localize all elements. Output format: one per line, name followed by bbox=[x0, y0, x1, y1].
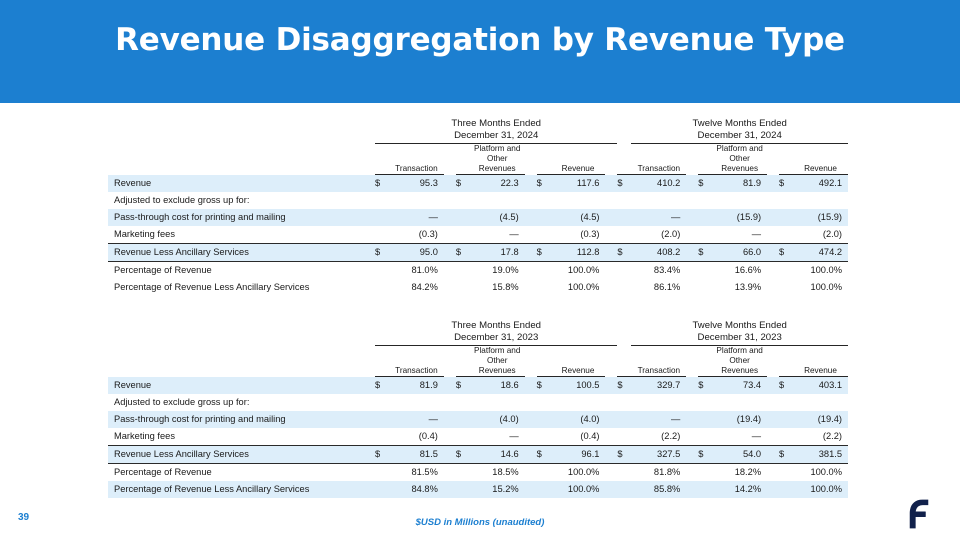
table-row bbox=[108, 377, 848, 395]
cell-value: — bbox=[712, 226, 767, 244]
column-header-line1: Revenue bbox=[804, 163, 837, 173]
cell-currency-symbol: $ bbox=[456, 244, 470, 262]
cell-value: 19.0% bbox=[492, 265, 519, 275]
cell-currency-symbol bbox=[375, 411, 389, 428]
cell-value: — bbox=[671, 212, 681, 222]
cell-value: 81.0% bbox=[411, 265, 438, 275]
cell-currency-symbol bbox=[456, 464, 470, 482]
cell-currency-symbol bbox=[698, 279, 712, 296]
cell-currency-symbol bbox=[456, 428, 470, 446]
cell-currency-symbol bbox=[779, 262, 793, 280]
row-label: Percentage of Revenue Less Ancillary Services bbox=[114, 282, 310, 292]
cell-currency-symbol bbox=[698, 262, 712, 280]
cell-currency-symbol bbox=[698, 464, 712, 482]
cell-currency-symbol: $ bbox=[617, 446, 631, 464]
cell-value: (4.0) bbox=[580, 414, 600, 424]
cell-currency-symbol: $ bbox=[698, 446, 712, 464]
cell-currency-symbol: $ bbox=[375, 244, 389, 262]
cell-currency-symbol bbox=[698, 481, 712, 498]
cell-currency-symbol bbox=[698, 209, 712, 226]
cell-value: 100.0% bbox=[810, 282, 842, 292]
column-header bbox=[631, 345, 686, 376]
cell-currency-symbol bbox=[617, 262, 631, 280]
cell-value: 13.9% bbox=[734, 282, 762, 292]
column-header-line1: Revenue bbox=[561, 163, 595, 173]
cell-value: (2.0) bbox=[631, 226, 686, 244]
row-label: Revenue bbox=[114, 178, 152, 188]
cell-currency-symbol bbox=[375, 209, 389, 226]
cell-value: 86.1% bbox=[653, 282, 681, 292]
cell-value: — bbox=[712, 428, 767, 446]
group-header-line2: December 31, 2024 bbox=[697, 130, 782, 141]
cell-value bbox=[551, 394, 606, 411]
cell-value: (19.4) bbox=[817, 414, 842, 424]
cell-currency-symbol bbox=[698, 394, 712, 411]
cell-value: 14.2% bbox=[734, 484, 762, 494]
cell-currency-symbol: $ bbox=[698, 380, 704, 390]
row-label: Marketing fees bbox=[108, 428, 375, 446]
group-header-line2: December 31, 2023 bbox=[697, 332, 782, 343]
cell-currency-symbol bbox=[456, 226, 470, 244]
cell-value: 14.6 bbox=[470, 446, 525, 464]
table-row bbox=[108, 411, 848, 428]
table-row bbox=[108, 209, 848, 226]
table-row bbox=[108, 446, 848, 464]
cell-currency-symbol bbox=[537, 481, 551, 498]
cell-currency-symbol bbox=[698, 428, 712, 446]
cell-value: 474.2 bbox=[793, 244, 848, 262]
column-header-line1: Platform and bbox=[474, 143, 521, 153]
cell-value: 15.2% bbox=[492, 484, 519, 494]
cell-value: 95.3 bbox=[419, 178, 438, 188]
cell-currency-symbol bbox=[375, 481, 389, 498]
revenue-table-2023 bbox=[108, 320, 848, 498]
cell-currency-symbol bbox=[537, 411, 551, 428]
cell-value: 81.9 bbox=[419, 380, 438, 390]
cell-value: 81.9 bbox=[742, 178, 762, 188]
table-row bbox=[108, 464, 848, 482]
cell-value: 95.0 bbox=[389, 244, 444, 262]
cell-value: 327.5 bbox=[631, 446, 686, 464]
cell-currency-symbol bbox=[537, 209, 551, 226]
cell-currency-symbol bbox=[375, 279, 389, 296]
cell-currency-symbol: $ bbox=[779, 178, 785, 188]
cell-value: 329.7 bbox=[657, 380, 681, 390]
cell-value bbox=[712, 192, 767, 209]
cell-currency-symbol bbox=[537, 226, 551, 244]
cell-currency-symbol bbox=[779, 428, 793, 446]
column-header-line1: Revenue bbox=[804, 365, 837, 375]
column-header bbox=[551, 345, 606, 376]
table-row bbox=[108, 192, 848, 209]
cell-value: (15.9) bbox=[817, 212, 842, 222]
column-header bbox=[470, 345, 525, 376]
cell-currency-symbol: $ bbox=[779, 244, 793, 262]
cell-value: 408.2 bbox=[631, 244, 686, 262]
group-header-row bbox=[108, 320, 848, 344]
group-header-line2: December 31, 2023 bbox=[454, 332, 539, 343]
group-header bbox=[631, 118, 848, 142]
cell-value: (15.9) bbox=[736, 212, 762, 222]
cell-currency-symbol bbox=[537, 279, 551, 296]
cell-value bbox=[470, 192, 525, 209]
cell-value: 85.8% bbox=[653, 484, 681, 494]
column-header-line1: Revenue bbox=[561, 365, 595, 375]
row-label: Adjusted to exclude gross up for: bbox=[114, 195, 250, 205]
cell-value: 73.4 bbox=[742, 380, 762, 390]
row-label: Revenue Less Ancillary Services bbox=[108, 446, 375, 464]
group-header-line1: Three Months Ended bbox=[451, 118, 541, 129]
cell-value bbox=[793, 394, 848, 411]
cell-value: 15.8% bbox=[492, 282, 519, 292]
cell-currency-symbol bbox=[617, 209, 631, 226]
cell-value: (2.0) bbox=[793, 226, 848, 244]
column-header bbox=[793, 143, 848, 174]
column-header bbox=[793, 345, 848, 376]
column-header-line1: Transaction bbox=[395, 365, 438, 375]
cell-value: 81.5 bbox=[389, 446, 444, 464]
cell-value: — bbox=[470, 226, 525, 244]
cell-currency-symbol: $ bbox=[536, 178, 542, 188]
cell-currency-symbol: $ bbox=[455, 380, 461, 390]
table-row bbox=[108, 279, 848, 296]
cell-currency-symbol: $ bbox=[537, 244, 551, 262]
column-header-line1: Transaction bbox=[637, 163, 681, 173]
column-header-line2: Other Revenues bbox=[721, 153, 759, 173]
cell-currency-symbol bbox=[698, 411, 712, 428]
cell-currency-symbol bbox=[537, 192, 551, 209]
cell-value bbox=[793, 192, 848, 209]
cell-value: 112.8 bbox=[551, 244, 606, 262]
cell-value: 100.5 bbox=[576, 380, 600, 390]
cell-currency-symbol bbox=[537, 262, 551, 280]
row-label: Adjusted to exclude gross up for: bbox=[114, 397, 250, 407]
cell-value: 16.6% bbox=[734, 265, 762, 275]
cell-value: 100.0% bbox=[567, 265, 600, 275]
group-header bbox=[631, 320, 848, 344]
cell-value: (2.2) bbox=[793, 428, 848, 446]
cell-value: 100.0% bbox=[810, 484, 842, 494]
cell-value: 66.0 bbox=[712, 244, 767, 262]
column-header bbox=[470, 143, 525, 174]
table-row bbox=[108, 481, 848, 498]
column-header bbox=[712, 345, 767, 376]
column-header bbox=[712, 143, 767, 174]
cell-value: (4.5) bbox=[499, 212, 519, 222]
column-header-line1: Platform and bbox=[474, 345, 521, 355]
revenue-table-2024 bbox=[108, 118, 848, 296]
row-label: Percentage of Revenue bbox=[114, 467, 212, 477]
cell-currency-symbol bbox=[617, 464, 631, 482]
cell-value: — bbox=[671, 414, 681, 424]
column-header-row bbox=[108, 345, 848, 376]
column-header-line2: Other Revenues bbox=[478, 355, 516, 375]
cell-value: 492.1 bbox=[818, 178, 842, 188]
cell-value: (4.5) bbox=[580, 212, 600, 222]
cell-value: 84.2% bbox=[411, 282, 438, 292]
cell-currency-symbol bbox=[375, 428, 389, 446]
cell-currency-symbol bbox=[456, 209, 470, 226]
column-header-line2: Other Revenues bbox=[721, 355, 759, 375]
cell-value: — bbox=[428, 212, 438, 222]
cell-currency-symbol: $ bbox=[617, 380, 623, 390]
cell-currency-symbol bbox=[537, 394, 551, 411]
cell-currency-symbol: $ bbox=[698, 244, 712, 262]
cell-currency-symbol: $ bbox=[374, 380, 381, 390]
cell-currency-symbol bbox=[375, 394, 389, 411]
cell-value: 100.0% bbox=[810, 265, 842, 275]
group-header-line2: December 31, 2024 bbox=[454, 130, 539, 141]
cell-currency-symbol bbox=[779, 394, 793, 411]
flywire-logo bbox=[902, 498, 936, 530]
column-header bbox=[631, 143, 686, 174]
cell-currency-symbol bbox=[537, 428, 551, 446]
cell-value: 18.2% bbox=[734, 467, 762, 477]
row-label: Percentage of Revenue bbox=[114, 265, 212, 275]
cell-value: 100.0% bbox=[567, 282, 600, 292]
cell-value: 81.5% bbox=[411, 467, 438, 477]
cell-value: 410.2 bbox=[657, 178, 681, 188]
cell-value: (2.2) bbox=[631, 428, 686, 446]
cell-value: (4.0) bbox=[499, 414, 519, 424]
cell-value: 22.3 bbox=[500, 178, 519, 188]
table-row bbox=[108, 428, 848, 446]
cell-currency-symbol bbox=[375, 226, 389, 244]
column-header-line1: Transaction bbox=[637, 365, 681, 375]
cell-currency-symbol: $ bbox=[536, 380, 542, 390]
cell-value: (0.4) bbox=[551, 428, 606, 446]
cell-currency-symbol bbox=[617, 411, 631, 428]
column-header-line1: Transaction bbox=[395, 163, 438, 173]
group-header-row bbox=[108, 118, 848, 142]
cell-currency-symbol: $ bbox=[455, 178, 461, 188]
cell-currency-symbol bbox=[456, 481, 470, 498]
cell-value bbox=[551, 192, 606, 209]
cell-value bbox=[389, 192, 444, 209]
row-label: Percentage of Revenue Less Ancillary Services bbox=[114, 484, 310, 494]
cell-value bbox=[712, 394, 767, 411]
cell-currency-symbol: $ bbox=[537, 446, 551, 464]
cell-currency-symbol: $ bbox=[698, 178, 704, 188]
footnote: $USD in Millions (unaudited) bbox=[415, 517, 545, 528]
cell-currency-symbol bbox=[537, 464, 551, 482]
table-row bbox=[108, 244, 848, 262]
column-header bbox=[389, 345, 444, 376]
cell-currency-symbol: $ bbox=[779, 446, 793, 464]
cell-value bbox=[631, 192, 686, 209]
cell-value: 84.8% bbox=[411, 484, 438, 494]
row-label: Pass-through cost for printing and mailing bbox=[114, 212, 286, 222]
cell-currency-symbol bbox=[617, 279, 631, 296]
cell-value: 54.0 bbox=[712, 446, 767, 464]
cell-currency-symbol: $ bbox=[374, 178, 381, 188]
cell-value: 17.8 bbox=[470, 244, 525, 262]
cell-currency-symbol bbox=[779, 192, 793, 209]
group-header-line1: Twelve Months Ended bbox=[692, 118, 787, 129]
column-header-line1: Platform and bbox=[716, 345, 763, 355]
cell-currency-symbol bbox=[779, 481, 793, 498]
cell-currency-symbol: $ bbox=[617, 178, 623, 188]
cell-value: 18.6 bbox=[500, 380, 519, 390]
row-label: Marketing fees bbox=[108, 226, 375, 244]
cell-currency-symbol: $ bbox=[779, 380, 785, 390]
cell-currency-symbol bbox=[375, 192, 389, 209]
group-header bbox=[375, 118, 617, 142]
table-row bbox=[108, 175, 848, 193]
cell-currency-symbol: $ bbox=[375, 446, 389, 464]
cell-currency-symbol bbox=[617, 226, 631, 244]
cell-currency-symbol bbox=[375, 262, 389, 280]
cell-value: 381.5 bbox=[793, 446, 848, 464]
cell-currency-symbol bbox=[779, 226, 793, 244]
cell-currency-symbol bbox=[456, 262, 470, 280]
cell-currency-symbol bbox=[779, 411, 793, 428]
cell-currency-symbol bbox=[617, 394, 631, 411]
cell-value: 18.5% bbox=[492, 467, 519, 477]
cell-value: — bbox=[428, 414, 438, 424]
column-header-line1: Platform and bbox=[716, 143, 763, 153]
cell-value: 100.0% bbox=[567, 467, 600, 477]
cell-value: 81.8% bbox=[653, 467, 681, 477]
cell-currency-symbol bbox=[779, 464, 793, 482]
cell-value: 100.0% bbox=[810, 467, 842, 477]
cell-value: 83.4% bbox=[653, 265, 681, 275]
cell-value: 96.1 bbox=[551, 446, 606, 464]
page-number: 39 bbox=[18, 512, 30, 523]
column-header-row bbox=[108, 143, 848, 174]
cell-currency-symbol bbox=[617, 428, 631, 446]
cell-value: (0.4) bbox=[389, 428, 444, 446]
cell-value: 100.0% bbox=[567, 484, 600, 494]
cell-currency-symbol bbox=[779, 209, 793, 226]
table-row bbox=[108, 394, 848, 411]
cell-currency-symbol bbox=[456, 279, 470, 296]
row-label: Revenue bbox=[114, 380, 152, 390]
table-row bbox=[108, 226, 848, 244]
cell-value bbox=[631, 394, 686, 411]
cell-value: 403.1 bbox=[818, 380, 842, 390]
cell-currency-symbol: $ bbox=[617, 244, 631, 262]
column-header bbox=[551, 143, 606, 174]
cell-currency-symbol bbox=[375, 464, 389, 482]
cell-value: 117.6 bbox=[576, 178, 600, 188]
cell-currency-symbol bbox=[456, 192, 470, 209]
group-header bbox=[375, 320, 617, 344]
cell-currency-symbol bbox=[617, 192, 631, 209]
group-header-line1: Twelve Months Ended bbox=[692, 320, 787, 331]
cell-value: (19.4) bbox=[736, 414, 762, 424]
cell-value bbox=[389, 394, 444, 411]
group-header-line1: Three Months Ended bbox=[451, 320, 541, 331]
cell-currency-symbol bbox=[456, 411, 470, 428]
cell-currency-symbol bbox=[698, 192, 712, 209]
cell-currency-symbol bbox=[456, 394, 470, 411]
row-label: Pass-through cost for printing and mailing bbox=[114, 414, 286, 424]
cell-value: (0.3) bbox=[389, 226, 444, 244]
cell-currency-symbol bbox=[698, 226, 712, 244]
cell-value: (0.3) bbox=[551, 226, 606, 244]
row-label: Revenue Less Ancillary Services bbox=[108, 244, 375, 262]
cell-value bbox=[470, 394, 525, 411]
column-header bbox=[389, 143, 444, 174]
cell-currency-symbol bbox=[779, 279, 793, 296]
cell-value: — bbox=[470, 428, 525, 446]
table-row bbox=[108, 262, 848, 280]
column-header-line2: Other Revenues bbox=[478, 153, 516, 173]
cell-currency-symbol bbox=[617, 481, 631, 498]
cell-currency-symbol: $ bbox=[456, 446, 470, 464]
page-title: Revenue Disaggregation by Revenue Type bbox=[115, 22, 845, 58]
